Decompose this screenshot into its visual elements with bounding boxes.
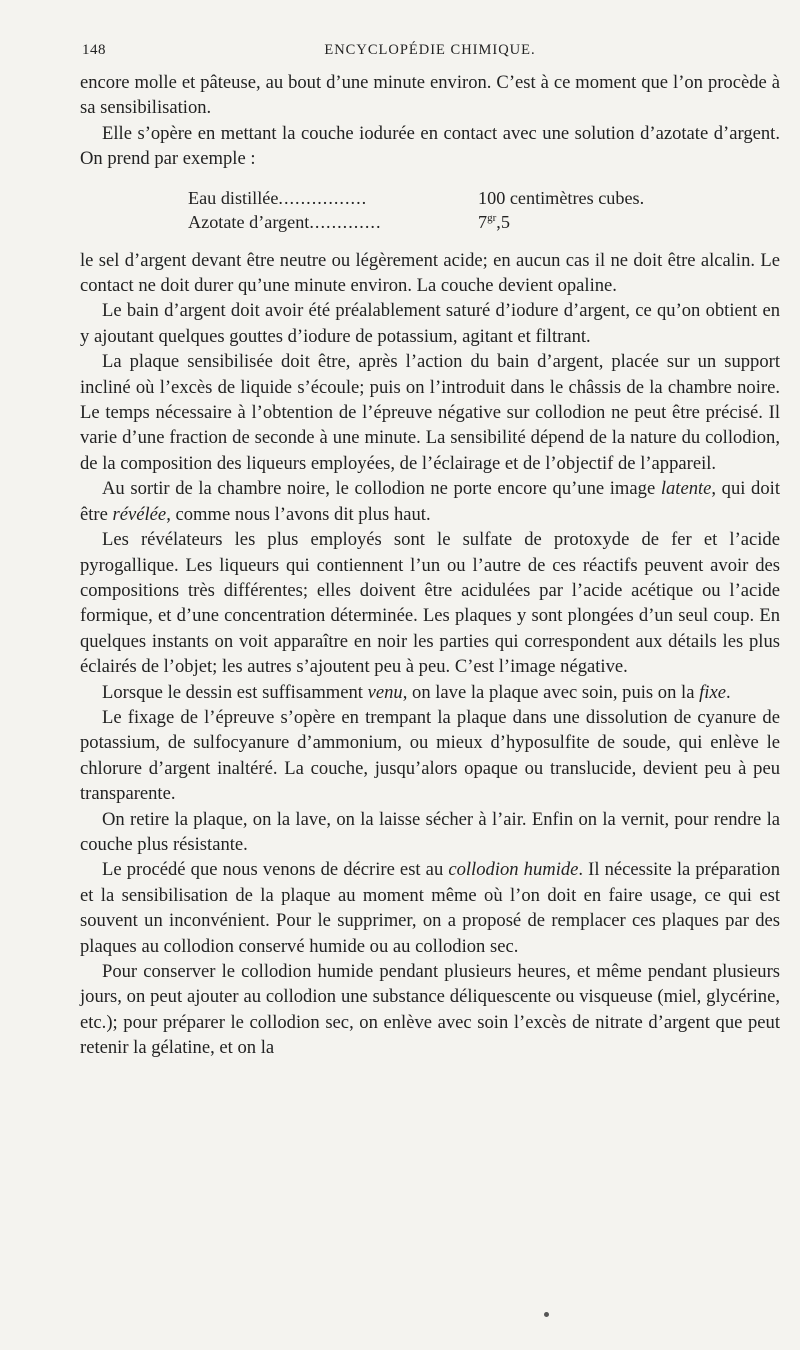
recipe-table bbox=[188, 186, 728, 234]
paragraph-revelateurs: Les révélateurs les plus employés sont le sulfate de protoxyde de fer et l’acide pyrogallique. Les liqueurs qui contiennent l’un ou l’autre de ces réactifs peuvent avoir des compositions très différentes; elles doivent être acidulées par l’acide acétique ou l’acide formique, et d’une concentration déterminée. Les plaques y sont plongées d’un seul coup. En quelques instants on voit apparaître en noir les parties qui correspondent aux détails les plus éclairés de l’objet; les autres s’ajoutent peu à peu. C’est l’image négative. bbox=[80, 529, 780, 678]
running-head: ENCYCLOPÉDIE CHIMIQUE. bbox=[324, 42, 536, 58]
paragraph-dessin bbox=[80, 680, 780, 705]
page-number: 148 bbox=[82, 42, 106, 58]
emphasis-text: fixe bbox=[699, 681, 726, 703]
text-run: , qui doit être bbox=[80, 478, 780, 525]
recipe-row-azotate bbox=[188, 210, 728, 234]
page-header bbox=[80, 42, 780, 68]
paragraph-image-latente bbox=[80, 476, 780, 527]
paragraph-retire: On retire la plaque, on la lave, on la laisse sécher à l’air. Enfin on la vernit, pour rendre la couche plus résistante. bbox=[80, 808, 780, 855]
recipe-row-eau bbox=[188, 186, 728, 210]
paragraph-conserver: Pour conserver le collodion humide pendant plusieurs heures, et même pendant plusieurs jours, on peut ajouter au collodion une substance déliquescente ou visqueuse (miel, glycérine, etc.); pour préparer le collodion sec, on enlève avec soin l’excès de nitrate d’argent que peut retenir la gélatine, et on la bbox=[80, 961, 780, 1059]
recipe-label bbox=[188, 186, 448, 210]
body-text bbox=[80, 70, 780, 1061]
quantity-unit: gr bbox=[487, 211, 497, 224]
text-run: Lorsque le dessin est suffisamment bbox=[102, 681, 368, 703]
text-run: Au sortir de la chambre noire, le collodion ne porte encore qu’une image bbox=[102, 478, 661, 500]
ink-speck bbox=[544, 1312, 549, 1317]
paragraph-plaque: La plaque sensibilisée doit être, après l’action du bain d’argent, placée sur un support incliné où l’excès de liquide s’écoule; puis on l’introduit dans le châssis de la chambre noire. Le temps nécessaire à l’obtention de l’épreuve négative sur collodion ne peut être précisé. Il varie d’une fraction de seconde à une minute. La sensibilité dépend de la nature du collodion, de la composition des liqueurs employées, de l’éclairage et de l’objectif de l’appareil. bbox=[80, 351, 780, 474]
text-run: , on lave la plaque avec soin, puis on la bbox=[402, 681, 700, 703]
recipe-leader-dots: ................ bbox=[278, 187, 368, 208]
emphasis-text: collodion humide bbox=[448, 859, 579, 881]
recipe-leader-dots: ............. bbox=[309, 211, 382, 232]
recipe-quantity bbox=[448, 210, 510, 234]
emphasis-text: venu bbox=[367, 681, 403, 703]
text-run: Le procédé que nous venons de décrire est au bbox=[102, 859, 449, 881]
recipe-quantity: 100 centimètres cubes. bbox=[478, 187, 645, 208]
paragraph-sensibilisation: Elle s’opère en mettant la couche iodurée en contact avec une solution d’azotate d’argent. On prend par exemple : bbox=[80, 122, 780, 170]
text-run: , comme nous l’avons dit plus haut. bbox=[166, 503, 431, 525]
quantity-decimal: ,5 bbox=[496, 211, 510, 232]
recipe-ingredient: Azotate d’argent bbox=[188, 211, 310, 232]
text-run: . bbox=[725, 681, 731, 703]
quantity-value: 7 bbox=[478, 211, 488, 232]
text-run: . Il nécessite la préparation et la sensibilisation de la plaque au moment même où l’on doit en faire usage, ce qui est souvent un inconvénient. Pour le supprimer, on a proposé de remplacer ces plaques par des plaques au collodion conservé humide ou au collodion sec. bbox=[80, 859, 781, 957]
recipe-label bbox=[188, 210, 448, 234]
recipe-ingredient: Eau distillée bbox=[188, 187, 279, 208]
paragraph-continuation: encore molle et pâteuse, au bout d’une minute environ. C’est à ce moment que l’on procède à sa sensibilisation. bbox=[80, 72, 780, 119]
paragraph-procede bbox=[80, 857, 780, 959]
emphasis-text: révélée bbox=[112, 503, 167, 525]
paragraph-bain-argent: Le bain d’argent doit avoir été préalablement saturé d’iodure d’argent, ce qu’on obtient en y ajoutant quelques gouttes d’iodure de potassium, agitant et filtrant. bbox=[80, 300, 780, 347]
emphasis-text: latente bbox=[660, 478, 712, 500]
paragraph-fixage: Le fixage de l’épreuve s’opère en trempant la plaque dans une dissolution de cyanure de potassium, de sulfocyanure d’ammonium, ou mieux d’hyposulfite de soude, qui enlève le chlorure d’argent inaltéré. La couche, jusqu’alors opaque ou translucide, devient peu à peu transparente. bbox=[80, 706, 780, 805]
paragraph-sel-argent: le sel d’argent devant être neutre ou légèrement acide; en aucun cas il ne doit être alcalin. Le contact ne doit durer qu’une minute environ. La couche devient opaline. bbox=[80, 249, 780, 297]
